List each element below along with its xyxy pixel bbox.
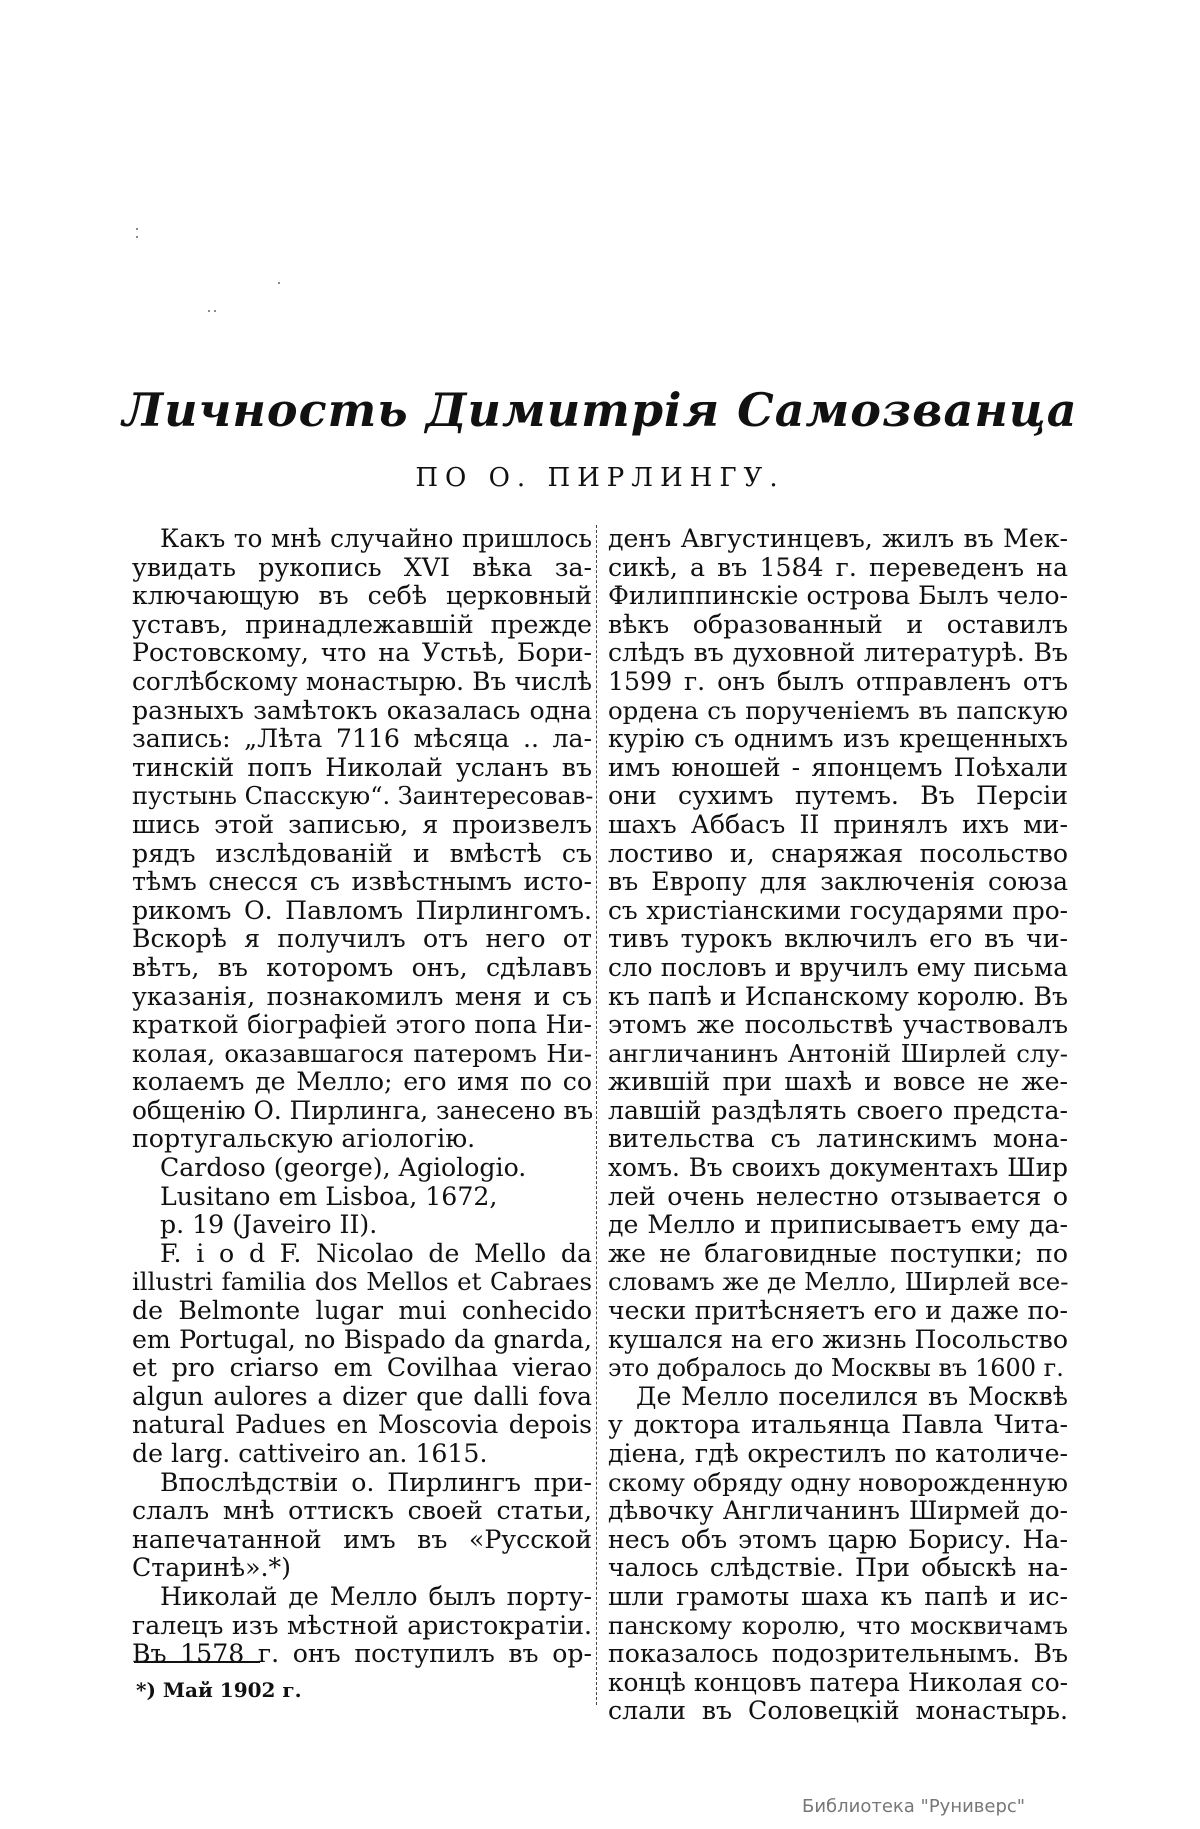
text-line: ключающую въ себѣ церковный bbox=[132, 581, 592, 611]
text-line: em Portugal, no Bispado da gnarda, bbox=[132, 1324, 592, 1354]
text-line: тинскій попъ Николай усланъ въ bbox=[132, 752, 592, 782]
text-line: съ христіанскими государями про- bbox=[608, 895, 1068, 925]
text-line: къ папѣ и Испанскому королю. Въ bbox=[608, 981, 1068, 1011]
text-line: Lusitano em Lisboa, 1672, bbox=[160, 1181, 498, 1211]
text-line: лавшій раздѣлять своего предста- bbox=[608, 1095, 1068, 1125]
text-line: словамъ же де Мелло, Ширлей все- bbox=[608, 1267, 1069, 1297]
text-line: несъ объ этомъ царю Борису. На- bbox=[608, 1524, 1068, 1554]
text-line: указанія, познакомилъ меня и съ bbox=[132, 981, 592, 1011]
text-line: пустынь Спасскую“. Заинтересовав- bbox=[132, 782, 594, 811]
article-subtitle: ПО О. ПИРЛИНГУ. bbox=[415, 463, 785, 493]
text-line: Николай де Мелло былъ порту- bbox=[160, 1581, 592, 1611]
text-line: слали въ Соловецкій монастырь. bbox=[608, 1696, 1068, 1726]
text-line: вительства съ латинскимъ мона- bbox=[608, 1124, 1068, 1154]
text-line: Какъ то мнѣ случайно пришлось bbox=[160, 524, 592, 553]
text-line: слѣдъ въ духовной литературѣ. Въ bbox=[608, 638, 1068, 668]
text-line: шли грамоты шаха къ папѣ и ис- bbox=[608, 1581, 1068, 1611]
text-line: разныхъ замѣтокъ оказалась одна bbox=[132, 695, 592, 725]
text-line: уставъ, принадлежавшій прежде bbox=[132, 609, 592, 639]
footnote-rule bbox=[134, 1661, 260, 1663]
text-line: шахъ Аббасъ II принялъ ихъ ми- bbox=[608, 809, 1068, 839]
text-line: вѣтъ, въ которомъ онъ, сдѣлавъ bbox=[132, 952, 592, 982]
text-line: Вскорѣ я получилъ отъ него от bbox=[132, 924, 592, 954]
footnote: *) Май 1902 г. bbox=[136, 1678, 302, 1702]
text-line: шись этой записью, я произвелъ bbox=[132, 809, 592, 839]
text-line: 1599 г. онъ былъ отправленъ отъ bbox=[608, 666, 1068, 696]
text-line: natural Padues en Moscovia depois bbox=[132, 1410, 592, 1440]
text-line: algun aulores a dizer que dalli fova bbox=[132, 1381, 592, 1411]
text-line: португальскую агіологію. bbox=[132, 1124, 476, 1154]
text-line: дѣвочку Англичанинъ Ширмей до- bbox=[608, 1496, 1068, 1526]
text-line: слалъ мнѣ оттискъ своей статьи, bbox=[132, 1496, 592, 1526]
text-line: діена, гдѣ окрестилъ по католиче- bbox=[608, 1439, 1068, 1468]
text-line: же не благовидные поступки; по bbox=[608, 1238, 1068, 1268]
text-line: этомъ же посольствѣ участвовалъ bbox=[608, 1010, 1068, 1040]
text-line: лостиво и, снаряжая посольство bbox=[608, 838, 1068, 868]
text-line: de larg. cattiveiro an. 1615. bbox=[132, 1439, 488, 1468]
text-line: illustri familia dos Mellos et Cabraes bbox=[132, 1267, 592, 1297]
text-line: курію съ однимъ изъ крещенныхъ bbox=[608, 724, 1068, 754]
text-line: Въ 1578 г. онъ поступилъ въ ор- bbox=[132, 1639, 592, 1669]
text-line: показалось подозрительнымъ. Въ bbox=[608, 1639, 1068, 1669]
text-line: галецъ изъ мѣстной аристократіи. bbox=[132, 1610, 592, 1640]
article-title: Личность Димитрія Самозванца bbox=[122, 383, 1078, 437]
text-line: это добралось до Москвы въ 1600 г. bbox=[608, 1354, 1064, 1383]
text-line: F. i o d F. Nicolao de Mello da bbox=[160, 1238, 592, 1268]
text-line: чалось слѣдствіе. При обыскѣ на- bbox=[608, 1553, 1068, 1583]
text-line: общенію О. Пирлинга, занесено въ bbox=[132, 1095, 594, 1125]
text-line: лей очень нелестно отзывается о bbox=[608, 1181, 1068, 1211]
text-line: денъ Августинцевъ, жилъ въ Мек- bbox=[608, 524, 1068, 553]
text-line: Впослѣдствіи о. Пирлингъ при- bbox=[160, 1467, 592, 1497]
text-line: et pro criarso em Covilhaa vierao bbox=[132, 1353, 592, 1383]
text-line: Cardoso (george), Agiologio. bbox=[160, 1153, 527, 1183]
text-line: у доктора итальянца Павла Чита- bbox=[608, 1410, 1068, 1440]
text-line: колаемъ де Мелло; его имя по со bbox=[132, 1067, 592, 1097]
text-line: напечатанной имъ въ «Русской bbox=[132, 1524, 592, 1554]
text-line: имъ юношей - японцемъ Поѣхали bbox=[608, 752, 1068, 782]
text-line: чески притѣсняетъ его и даже по- bbox=[608, 1296, 1068, 1326]
text-line: Старинѣ».*) bbox=[132, 1553, 291, 1583]
text-line: ордена съ порученіемъ въ папскую bbox=[608, 695, 1068, 725]
right-column bbox=[608, 525, 1068, 1726]
text-line: тѣмъ снесся съ извѣстнымъ исто- bbox=[132, 867, 592, 897]
text-line: краткой біографіей этого попа Ни- bbox=[132, 1010, 592, 1040]
text-line: запись: „Лѣта 7116 мѣсяца .. ла- bbox=[132, 724, 592, 754]
text-line: сло пословъ и вручилъ ему письма bbox=[608, 952, 1068, 982]
left-column bbox=[132, 525, 592, 1669]
text-line: Филиппинскіе острова Былъ чело- bbox=[608, 581, 1068, 611]
text-line: вѣкъ образованный и оставилъ bbox=[608, 609, 1068, 639]
text-line: рикомъ О. Павломъ Пирлингомъ. bbox=[132, 895, 592, 925]
text-line: рядъ изслѣдованій и вмѣстѣ съ bbox=[132, 838, 592, 868]
text-line: соглѣбскому монастырю. Въ числѣ bbox=[132, 666, 592, 696]
text-line: кушался на его жизнь Посольство bbox=[608, 1324, 1068, 1354]
text-line: Ростовскому, что на Устьѣ, Бори- bbox=[132, 638, 592, 668]
text-line: панскому королю, что москвичамъ bbox=[608, 1610, 1068, 1640]
text-line: тивъ турокъ включилъ его въ чи- bbox=[608, 924, 1068, 954]
text-line: сикѣ, а въ 1584 г. переведенъ на bbox=[608, 552, 1068, 582]
text-line: p. 19 (Javeiro II). bbox=[160, 1210, 378, 1240]
text-line: увидать рукопись XVI вѣка за- bbox=[132, 552, 592, 582]
text-line: хомъ. Въ своихъ документахъ Шир bbox=[608, 1153, 1068, 1183]
text-line: скому обряду одну новорожденную bbox=[608, 1467, 1068, 1497]
text-line: англичанинъ Антоній Ширлей слу- bbox=[608, 1038, 1068, 1068]
text-line: де Мелло и приписываетъ ему да- bbox=[608, 1210, 1068, 1240]
text-line: жившій при шахѣ и вовсе не же- bbox=[608, 1067, 1068, 1097]
library-watermark: Библиотека "Руниверс" bbox=[802, 1796, 1026, 1817]
text-line: концѣ концовъ патера Николая со- bbox=[608, 1667, 1068, 1697]
text-line: Де Мелло поселился въ Москвѣ bbox=[636, 1381, 1068, 1411]
text-line: колая, оказавшагося патеромъ Ни- bbox=[132, 1038, 592, 1068]
column-separator bbox=[596, 525, 597, 1705]
text-line: de Belmonte lugar mui conhecido bbox=[132, 1296, 592, 1326]
text-line: въ Европу для заключенія союза bbox=[608, 867, 1068, 897]
text-line: они сухимъ путемъ. Въ Персіи bbox=[608, 781, 1068, 811]
